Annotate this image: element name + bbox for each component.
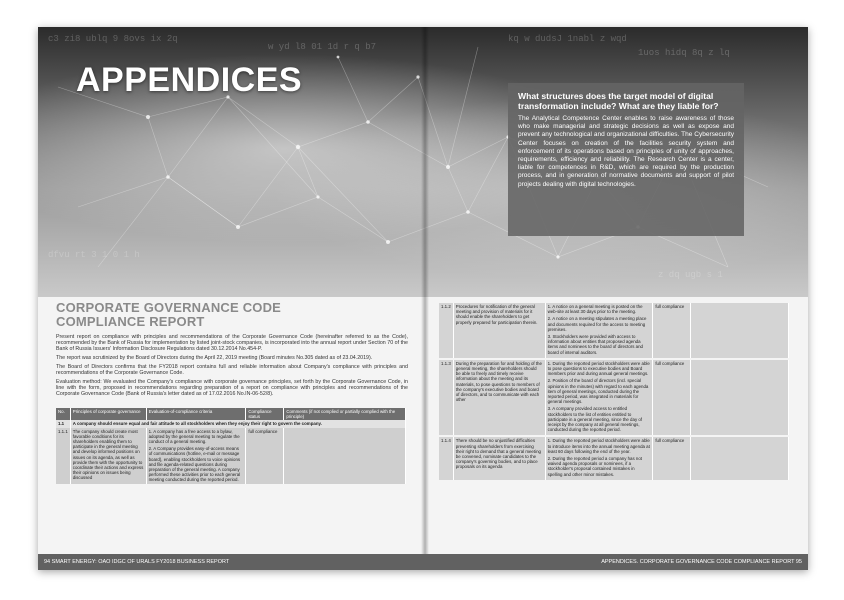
table-row bbox=[439, 436, 789, 480]
row-comments bbox=[691, 436, 789, 480]
compliance-table-right bbox=[439, 303, 789, 482]
svg-text:c3 zi8 ublq 9 8ovs ix 2q: c3 zi8 ublq 9 8ovs ix 2q bbox=[48, 34, 178, 44]
row-no: 1.1.4 bbox=[439, 436, 453, 480]
row-comments bbox=[691, 303, 789, 359]
row-status: full compliance bbox=[246, 428, 284, 484]
row-principle: There should be no unjustified difficulties preventing shareholders from exercising their right to demand that a general meeting be convened, nominate candidates to the company's governing bodies, and to place proposals on its agenda bbox=[453, 436, 545, 480]
row-comments bbox=[284, 428, 406, 484]
svg-text:z dq ugb s 1: z dq ugb s 1 bbox=[658, 270, 723, 280]
left-page-text bbox=[56, 301, 408, 400]
row-comments bbox=[691, 359, 789, 437]
compliance-table-left bbox=[56, 408, 406, 484]
row-status: full compliance bbox=[653, 359, 691, 437]
table-row bbox=[56, 428, 406, 484]
criterion: 2. A notice on a meeting stipulates a meeting place and documents required for the access to meeting premises. bbox=[547, 316, 647, 332]
paragraph: Present report on compliance with principles and recommendations of the Corporate Governance Code (hereinafter referred to as the Code), recommended by the Bank of Russia for implementation by listed joint-stock companies, is incorporated into the annual report under Section 70 of the Bank of Russia Issuers' Information Disclosure Regulations dated 30.12.2014 No.454-P. bbox=[56, 334, 408, 353]
criterion: 2. A Company provides easy-of-access means of communications (hotline, e-mail or message board), enabling stockholders to voice opinions and file agenda-related questions during preparation of the general meeting. A company performed these activities prior to each general meeting conducted during the reported period. bbox=[148, 446, 241, 483]
row-no: 1.1.3 bbox=[439, 359, 453, 437]
svg-text:kq w dudsJ 1nabl z wqd: kq w dudsJ 1nabl z wqd bbox=[508, 34, 627, 44]
row-principle: Procedures for notification of the general meeting and provision of materials for it should enable the shareholders to get properly prepared for participation therein. bbox=[453, 303, 545, 359]
criterion: 1. During the reported period stockholders were able to introduce items into the annual meeting agenda at least 60 days following the end of the year. bbox=[547, 438, 650, 454]
row-principle: During the preparation for and holding of the general meeting, the shareholders should be able to freely and timely receive information about the meeting and its materials, to pose questions to members of the company's executive bodies and board of directors, and to communicate with each other bbox=[453, 359, 545, 437]
row-criteria bbox=[545, 303, 653, 359]
section-title-line-1: CORPORATE GOVERNANCE CODE bbox=[56, 300, 282, 315]
criterion: 3. A company provided access to entitled stockholders to the list of entities entitled to participate in a general meeting, since the day of receipt by the company at all general meetings, conducted during the reported period. bbox=[547, 406, 643, 433]
table-group-row bbox=[56, 420, 406, 427]
svg-text:1uos hidq 8q z lq: 1uos hidq 8q z lq bbox=[638, 48, 730, 58]
page-title: APPENDICES bbox=[76, 61, 303, 99]
row-criteria bbox=[146, 428, 246, 484]
header-comments: Comments (if not complied or partially complied with the principle) bbox=[284, 408, 406, 420]
book-gutter bbox=[421, 27, 429, 570]
footer-left: 94 SMART ENERGY: OAO IDGC OF URALS FY2018 BUSINESS REPORT bbox=[44, 559, 230, 565]
info-box-text: The Analytical Competence Center enables to raise awareness of those who make managerial and strategic decisions as well as expose and prevent any technological and organizational difficulties. The Cybersecurity Center focuses on creation of the facilities security system and enforcement of its operations based on principles of unity of approaches, requirements, efficiency and reliability. The Research Center is a center, liable for competences in R&D, which are required by the production process, and in generation of normative documents and support of pilot projects dealing with digital technologies. bbox=[518, 115, 734, 188]
section-title bbox=[56, 301, 408, 329]
info-box-heading: What structures does the target model of digital transformation include? What are they liable for? bbox=[518, 91, 719, 111]
group-text: A company should ensure equal and fair attitude to all stockholders when they enjoy their right to govern the company. bbox=[70, 420, 405, 427]
criterion: 2. Position of the board of directors (incl. special opinions in the minutes) with regard to each agenda item of general meetings, conducted during the reported period, was integrated in materials for general meetings. bbox=[547, 378, 649, 405]
criterion: 2. During the reported period a company has not waived agenda proposals or nominees, if a stockholder's proposal contained mistakes in spelling and other minor mistakes. bbox=[547, 456, 643, 477]
group-no: 1.1 bbox=[56, 420, 70, 427]
magazine-spread bbox=[38, 27, 808, 570]
criterion: 3. Stockholders were provided with access to information about entities that proposed agenda items and nominees to the board of directors and board of internal auditors. bbox=[547, 334, 643, 355]
info-box bbox=[508, 83, 744, 236]
row-status: full compliance bbox=[653, 436, 691, 480]
table-row bbox=[439, 303, 789, 359]
table-row bbox=[439, 359, 789, 437]
row-status: full compliance bbox=[653, 303, 691, 359]
section-title-line-2: COMPLIANCE REPORT bbox=[56, 314, 205, 329]
row-principle: The company should create most favorable conditions for its shareholders enabling them to participate in the general meeting and develop informed positions on issues on its agenda, as well as provide them with the opportunity to coordinate their actions and express their opinions on issues being discussed bbox=[70, 428, 146, 484]
header-no: No. bbox=[56, 408, 70, 420]
header-status: Compliance status bbox=[246, 408, 284, 420]
svg-text:w yd l8 01 1d r q b7: w yd l8 01 1d r q b7 bbox=[268, 42, 377, 52]
header-criteria: Evaluation-of-compliance criteria bbox=[146, 408, 246, 420]
row-no: 1.1.2 bbox=[439, 303, 453, 359]
row-criteria bbox=[545, 436, 653, 480]
paragraph: The report was scrutinized by the Board of Directors during the April 22, 2019 meeting (Board minutes No.305 dated as of 23.04.2019). bbox=[56, 355, 373, 362]
row-no: 1.1.1 bbox=[56, 428, 70, 484]
criterion: 1. During the reported period stockholders were able to pose questions to executive bodies and Board members prior and during annual general meetings. bbox=[547, 360, 650, 377]
svg-text:dfvu rt 3 1 0 1 h: dfvu rt 3 1 0 1 h bbox=[48, 250, 140, 260]
row-criteria bbox=[545, 359, 653, 437]
page-footer bbox=[38, 554, 808, 570]
table-header-row bbox=[56, 408, 406, 420]
criterion: 1. A company has a free access to a bylaw, adopted by the general meeting to regulate the conduct of a general meeting. bbox=[148, 428, 240, 445]
header-principles: Principles of corporate governance bbox=[70, 408, 146, 420]
paragraph: Evaluation method: We evaluated the Company's compliance with corporate governance principles, set forth by the Corporate Governance Code, in line with the form, proposed in recommendations regarding preparation of a report on compliance with principles and recommendations of the Corporate Governance Code (Bank of Russia's letter dated as of 17.02.2016 No.IN-06-52/8). bbox=[56, 378, 408, 398]
paragraph: The Board of Directors confirms that the FY2018 report contains full and reliable information about Company's compliance with principles and recommendations of the Corporate Governance Code. bbox=[56, 363, 408, 377]
footer-right: APPENDICES. CORPORATE GOVERNANCE CODE COMPLIANCE REPORT 95 bbox=[601, 559, 802, 565]
criterion: 1. A notice on a general meeting is posted on the web-site at least 30 days prior to the meeting. bbox=[547, 304, 643, 315]
